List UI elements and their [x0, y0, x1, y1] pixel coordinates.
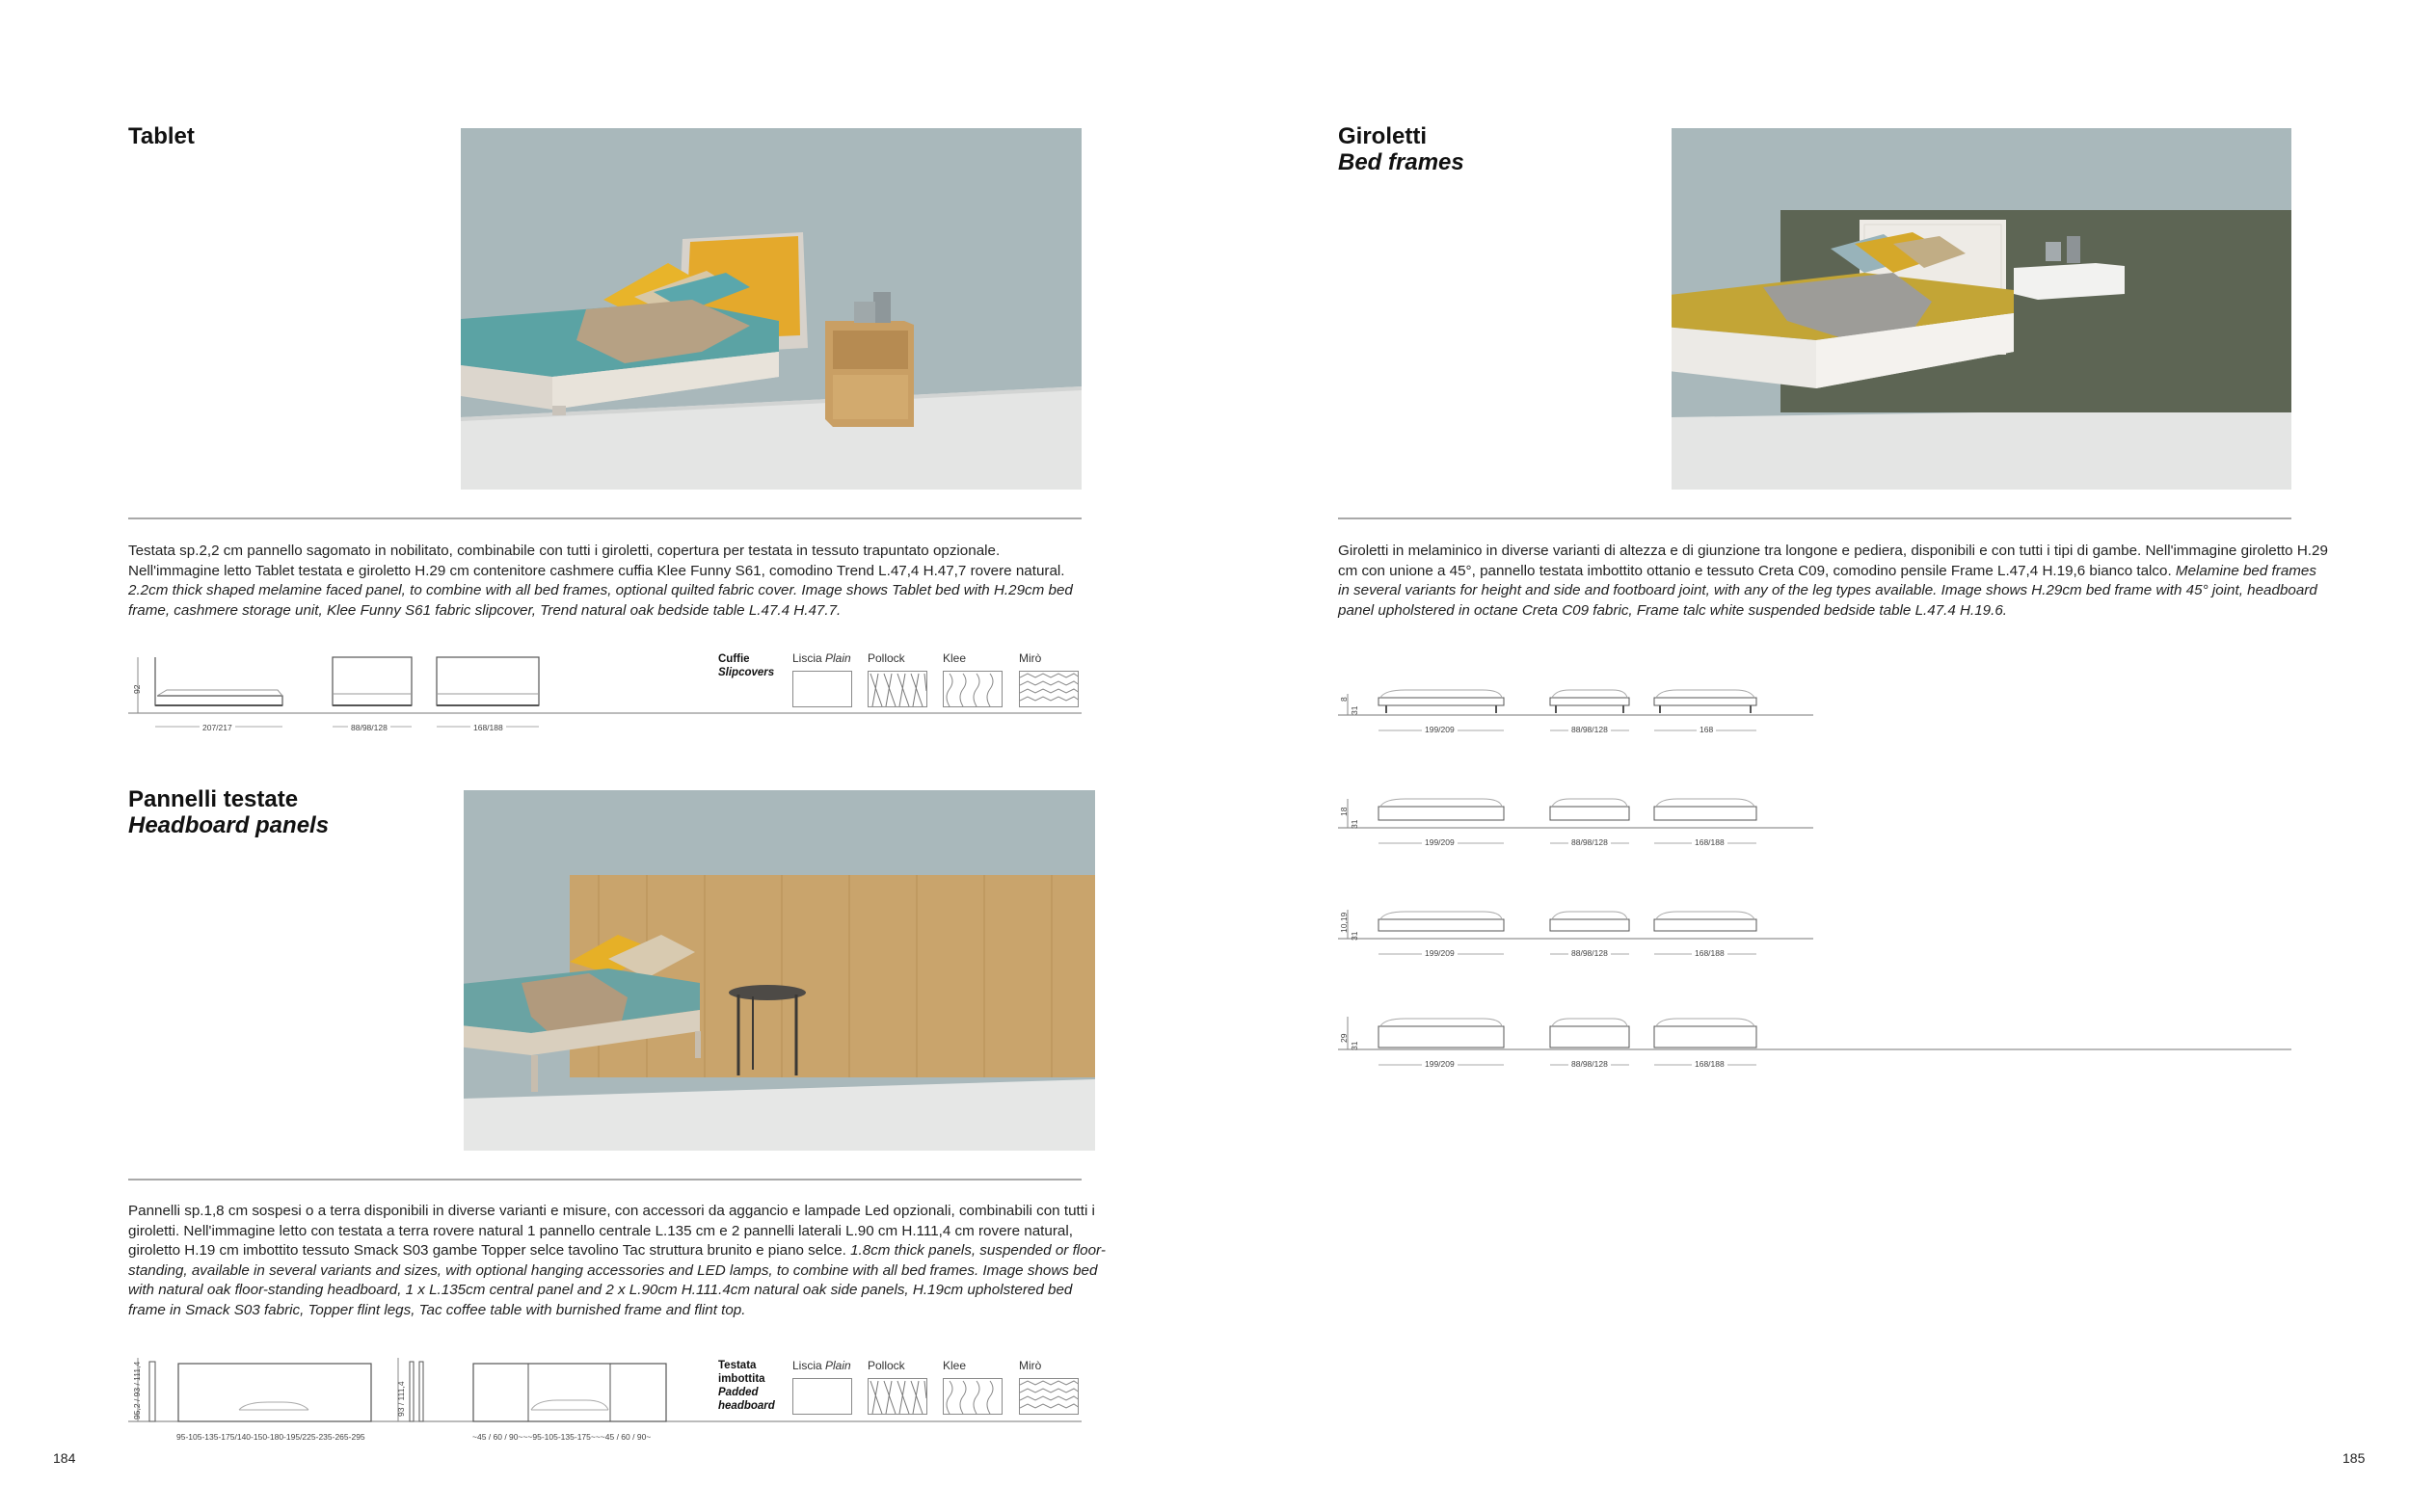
swatch-name: Liscia	[792, 1359, 826, 1372]
section-subtitle-giroletti: Bed frames	[1338, 149, 1464, 175]
description-tablet	[128, 542, 1087, 621]
swatch-pollock	[868, 671, 927, 707]
row4-height-2: 31	[1350, 1041, 1359, 1050]
description-english: Melamine bed frames in several variants for height and side and footboard joint, with any of the leg types available. Image shows H.29cm bed frame with 45° joint, headboard panel upholstered in octane Creta C09 fabric, Frame talc white suspended bedside table L.47.4 H.19.6.	[1338, 562, 2317, 619]
divider	[1338, 517, 2291, 519]
row2-dim-1: 199/209	[1422, 837, 1458, 847]
swatch-plain	[792, 1378, 852, 1415]
row3-dim-3: 168/188	[1692, 948, 1727, 958]
swatch-miro	[1019, 1378, 1079, 1415]
row1-height: 8	[1339, 697, 1349, 702]
row1-dim-2: 88/98/128	[1568, 725, 1611, 734]
row3-dim-2: 88/98/128	[1568, 948, 1611, 958]
swatch-label-pollock: Pollock	[868, 1359, 905, 1372]
swatch-label-miro: Mirò	[1019, 651, 1042, 665]
panels-dimension-drawings	[128, 1354, 707, 1441]
row4-height: 29	[1339, 1033, 1349, 1043]
row1-dim-1: 199/209	[1422, 725, 1458, 734]
swatch-pollock	[868, 1378, 927, 1415]
dim-width-2: 168/188	[470, 723, 506, 732]
divider	[128, 517, 1082, 519]
dim-side: 207/217	[200, 723, 235, 732]
dim-width-2: ~45 / 60 / 90~~~95-105-135-175~~~45 / 60 / 90~	[472, 1432, 652, 1442]
description-italian: Pannelli sp.1,8 cm sospesi o a terra disponibili in diverse varianti e misure, con accessori da aggancio e lampade Led opzionali, combinabili con tutti i giroletti. Nell'immagine letto con testata a terra rovere natural 1 pannello centrale L.135 cm e 2 pannelli laterali L.90 cm H.111,4 cm rovere natural, giroletto H.19 cm imbottito tessuto Smack S03 gambe Topper selce tavolino Tac struttura brunito e piano selce.	[128, 1203, 1095, 1259]
description-english: 1.8cm thick panels, suspended or floor-standing, available in several variants and sizes, with optional hanging accessories and LED lamps, to combine with all bed frames. Image shows bed with natural oak floor-standing headboard, 1 x L.135cm central panel and 2 x L.90cm H.111.4cm natural oak side panels, H.19cm upholstered bed frame in Smack S03 fabric, Topper flint legs, Tac coffee table with burnished frame and flint top.	[128, 1242, 1106, 1318]
page-number-right: 185	[2342, 1450, 2366, 1466]
section-title-giroletti: Giroletti	[1338, 123, 1428, 149]
row2-height-2: 31	[1350, 819, 1359, 829]
divider	[128, 1179, 1082, 1180]
cover-label-italian: Cuffie	[718, 653, 750, 665]
dim-width-1: 95-105-135-175/140-150-180-195/225-235-265-295	[176, 1432, 365, 1442]
description-giroletti	[1338, 542, 2331, 621]
swatch-label-klee: Klee	[943, 651, 967, 665]
row3-dim-1: 199/209	[1422, 948, 1458, 958]
row4-dim-1: 199/209	[1422, 1059, 1458, 1069]
photo-headboard-panels	[464, 790, 1095, 1151]
row4-dim-3: 168/188	[1692, 1059, 1727, 1069]
row2-height: 18	[1339, 807, 1349, 816]
section-title-tablet: Tablet	[128, 123, 195, 149]
section-title-panels: Pannelli testate	[128, 786, 299, 812]
swatch-name: Liscia	[792, 651, 826, 665]
row3-height: 10,19	[1339, 912, 1349, 933]
swatch-plain	[792, 671, 852, 707]
swatch-label-klee: Klee	[943, 1359, 967, 1372]
row2-dim-2: 88/98/128	[1568, 837, 1611, 847]
swatch-name-italic: Plain	[825, 1359, 851, 1372]
description-italian: Testata sp.2,2 cm pannello sagomato in nobilitato, combinabile con tutti i giroletti, copertura per testata in tessuto trapuntato opzionale. Nell'immagine letto Tablet testata e giroletto H.29 cm contenitore cashmere cuffia Klee Funny S61, comodino Trend L.47,4 H.47,7 rovere natural.	[128, 543, 1065, 579]
dim-height-2: 93 / 111,4	[396, 1381, 406, 1417]
row1-height-2: 31	[1350, 705, 1359, 715]
description-italian: Giroletti in melaminico in diverse varianti di altezza e di giunzione tra longone e pediera, disponibili e con tutti i tipi di gambe. Nell'immagine giroletto H.29 cm con unione a 45°, pannello testata imbottito ottanio e tessuto Creta C09, comodino pensile Frame L.47,4 H.19,6 bianco talco.	[1338, 543, 2328, 579]
cover-label-english: Padded headboard	[718, 1387, 775, 1412]
swatch-label-plain	[792, 1359, 851, 1372]
section-subtitle-panels: Headboard panels	[128, 812, 330, 838]
swatch-label-miro: Mirò	[1019, 1359, 1042, 1372]
tablet-dimension-drawings	[128, 648, 707, 734]
photo-tablet-bed	[461, 128, 1082, 490]
page-number-left: 184	[53, 1450, 76, 1466]
description-panels	[128, 1202, 1111, 1320]
description-english: 2.2cm thick shaped melamine faced panel, to combine with all bed frames, optional quilted fabric cover. Image shows Tablet bed with H.29cm bed frame, cashmere storage unit, Klee Funny S61 fabric slipcover, Trend natural oak bedside table L.47.4 H.47.7.	[128, 582, 1073, 619]
swatch-klee	[943, 671, 1003, 707]
row1-dim-3: 168	[1697, 725, 1716, 734]
swatch-label-plain	[792, 651, 851, 665]
row3-height-2: 31	[1350, 931, 1359, 941]
row2-dim-3: 168/188	[1692, 837, 1727, 847]
dim-height: 92	[132, 684, 142, 694]
swatch-label-pollock: Pollock	[868, 651, 905, 665]
photo-bed-frames	[1672, 128, 2291, 490]
dim-width-1: 88/98/128	[348, 723, 390, 732]
cover-label	[718, 1359, 784, 1413]
swatch-klee	[943, 1378, 1003, 1415]
dim-height-1: 95,2 / 93 / 111,4	[132, 1361, 142, 1419]
cover-label	[718, 652, 774, 679]
swatch-name-italic: Plain	[825, 651, 851, 665]
swatch-miro	[1019, 671, 1079, 707]
cover-label-italian: Testata imbottita	[718, 1360, 765, 1385]
cover-label-english: Slipcovers	[718, 667, 775, 678]
row4-dim-2: 88/98/128	[1568, 1059, 1611, 1069]
